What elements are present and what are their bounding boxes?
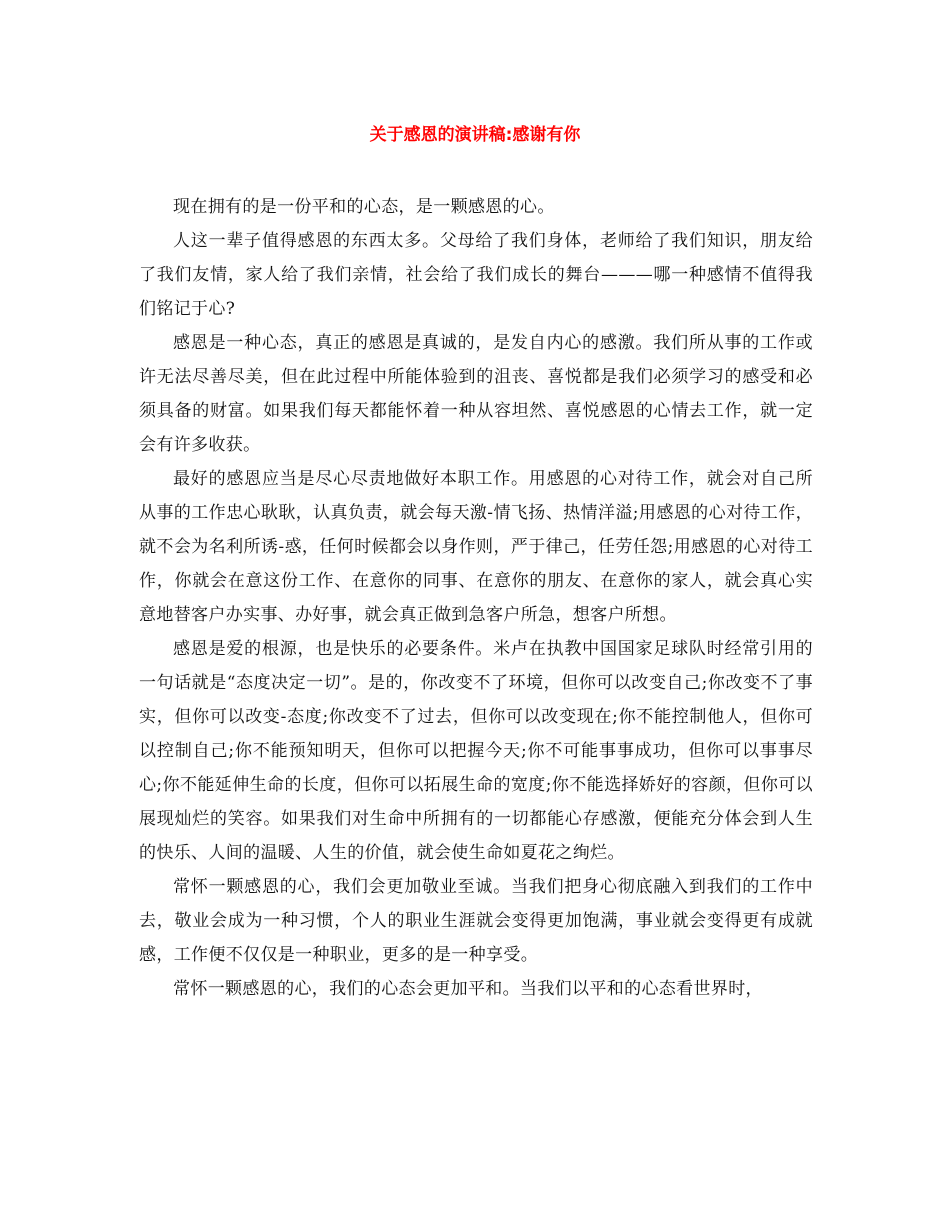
paragraph: 常怀一颗感恩的心，我们会更加敬业至诚。当我们把身心彻底融入到我们的工作中去，敬业会成为一种习惯，个人的职业生涯就会变得更加饱满，事业就会变得更有成就感，工作便不仅仅是一种职业，更多的是一种享受。 bbox=[139, 877, 813, 965]
paragraph: 感恩是爱的根源，也是快乐的必要条件。米卢在执教中国国家足球队时经常引用的一句话就是“态度决定一切”。是的，你改变不了环境，但你可以改变自己;你改变不了事实，但你可以改变-态度;你改变不了过去，但你可以改变现在;你不能控制他人，但你可以控制自己;你不能预知明天，但你可以把握今天;你不可能事事成功，但你可以事事尽心;你不能延伸生命的长度，但你可以拓展生命的宽度;你不能选择娇好的容颜，但你可以展现灿烂的笑容。如果我们对生命中所拥有的一切都能心存感激，便能充分体会到人生的快乐、人间的温暖、人生的价值，就会使生命如夏花之绚烂。 bbox=[139, 639, 813, 863]
document-title: 关于感恩的演讲稿:感谢有你 bbox=[369, 125, 581, 145]
document-body bbox=[139, 190, 813, 1006]
paragraph: 人这一辈子值得感恩的东西太多。父母给了我们身体，老师给了我们知识，朋友给了我们友情，家人给了我们亲情，社会给了我们成长的舞台———哪一种感情不值得我们铭记于心? bbox=[139, 231, 813, 319]
paragraph: 现在拥有的是一份平和的心态，是一颗感恩的心。 bbox=[173, 197, 555, 217]
paragraph: 感恩是一种心态，真正的感恩是真诚的，是发自内心的感激。我们所从事的工作或许无法尽善尽美，但在此过程中所能体验到的沮丧、喜悦都是我们必须学习的感受和必须具备的财富。如果我们每天都能怀着一种从容坦然、喜悦感恩的心情去工作，就一定会有许多收获。 bbox=[139, 333, 813, 455]
paragraph: 常怀一颗感恩的心，我们的心态会更加平和。当我们以平和的心态看世界时， bbox=[173, 979, 763, 999]
paragraph: 最好的感恩应当是尽心尽责地做好本职工作。用感恩的心对待工作，就会对自己所从事的工作忠心耿耿，认真负责，就会每天激-情飞扬、热情洋溢;用感恩的心对待工作，就不会为名利所诱-惑，任何时候都会以身作则，严于律己，任劳任怨;用感恩的心对待工作，你就会在意这份工作、在意你的同事、在意你的朋友、在意你的家人，就会真心实意地替客户办实事、办好事，就会真正做到急客户所急，想客户所想。 bbox=[139, 469, 813, 625]
